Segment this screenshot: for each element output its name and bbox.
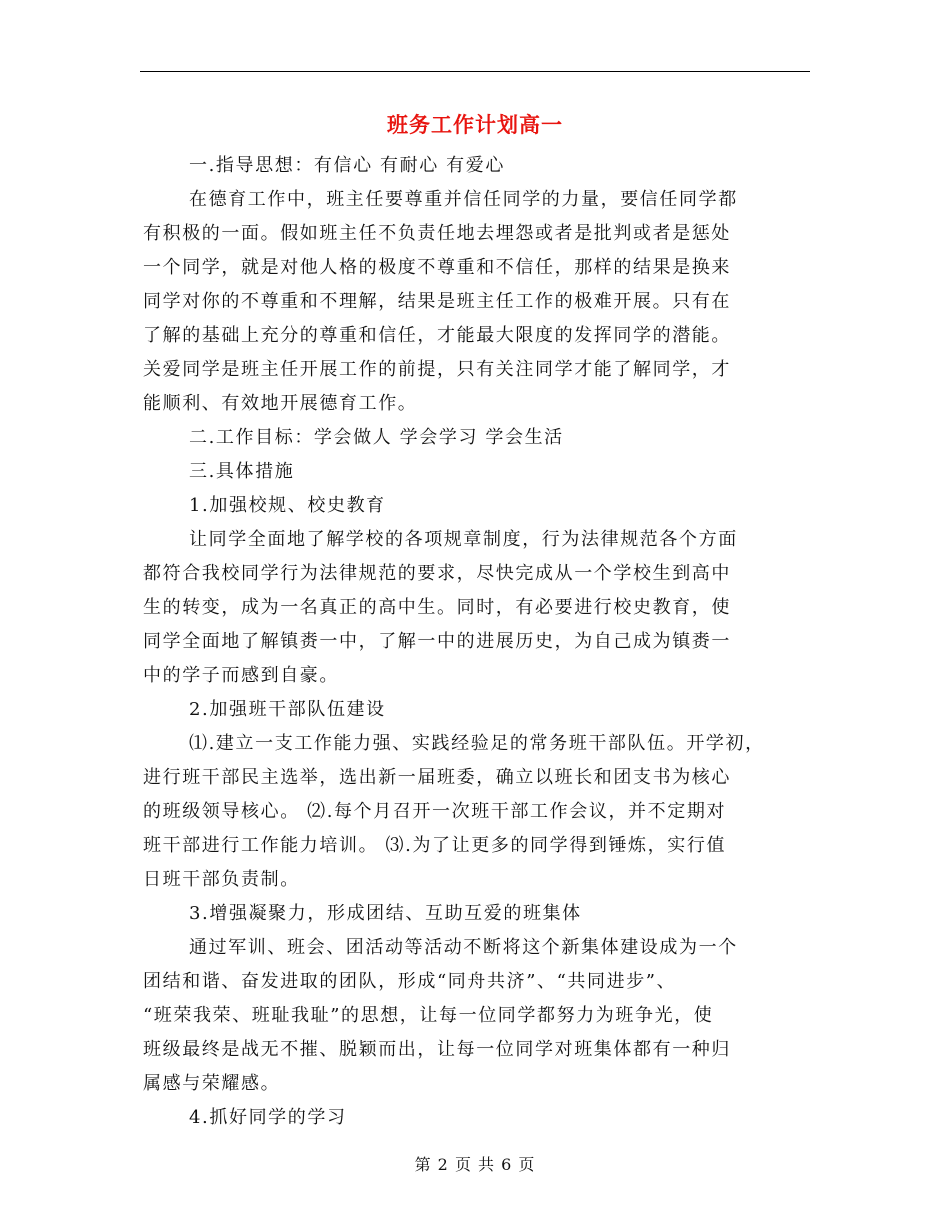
document-title: 班务工作计划高一 <box>387 112 563 137</box>
text-line: 同学对你的不尊重和不理解，结果是班主任工作的极难开展。只有在 <box>143 291 731 312</box>
text-line: 生的转变，成为一名真正的高中生。同时，有必要进行校史教育，使 <box>143 597 731 618</box>
text-line: 中的学子而感到自豪。 <box>143 665 339 686</box>
text-line: 二.工作目标：学会做人 学会学习 学会生活 <box>189 427 564 448</box>
text-line: 三.具体措施 <box>189 461 295 482</box>
text-line: 4.抓好同学的学习 <box>189 1107 347 1128</box>
text-line: 能顺利、有效地开展德育工作。 <box>143 393 418 414</box>
text-line: 属感与荣耀感。 <box>143 1073 281 1094</box>
text-line: 在德育工作中，班主任要尊重并信任同学的力量，要信任同学都 <box>189 189 738 210</box>
text-line: 2.加强班干部队伍建设 <box>189 699 386 720</box>
text-line: 班干部进行工作能力培训。 ⑶.为了让更多的同学得到锤炼，实行值 <box>143 835 727 856</box>
text-line: 的班级领导核心。 ⑵.每个月召开一次班干部工作会议，并不定期对 <box>143 801 727 822</box>
document-body <box>143 149 823 1135</box>
text-line: 3.增强凝聚力，形成团结、互助互爱的班集体 <box>189 903 582 924</box>
text-line: 1.加强校规、校史教育 <box>189 495 386 516</box>
text-line: 同学全面地了解镇赉一中，了解一中的进展历史，为自己成为镇赉一 <box>143 631 731 652</box>
page-footer: 第 2 页 共 6 页 <box>414 1155 536 1174</box>
header-rule <box>140 71 810 72</box>
text-line: 有积极的一面。假如班主任不负责任地去埋怨或者是批判或者是惩处 <box>143 223 731 244</box>
text-line: 一.指导思想：有信心 有耐心 有爱心 <box>189 155 505 176</box>
text-line: 通过军训、班会、团活动等活动不断将这个新集体建设成为一个 <box>189 937 738 958</box>
text-line: ⑴.建立一支工作能力强、实践经验足的常务班干部队伍。开学初， <box>189 733 765 754</box>
text-line: 一个同学，就是对他人格的极度不尊重和不信任，那样的结果是换来 <box>143 257 731 278</box>
text-line: 日班干部负责制。 <box>143 869 300 890</box>
text-line: 关爱同学是班主任开展工作的前提，只有关注同学才能了解同学，才 <box>143 359 731 380</box>
text-line: 了解的基础上充分的尊重和信任，才能最大限度的发挥同学的潜能。 <box>143 325 731 346</box>
text-line: 都符合我校同学行为法律规范的要求，尽快完成从一个学校生到高中 <box>143 563 731 584</box>
text-line: 班级最终是战无不摧、脱颖而出，让每一位同学对班集体都有一种归 <box>143 1039 731 1060</box>
text-line: “班荣我荣、班耻我耻”的思想，让每一位同学都努力为班争光，使 <box>143 1005 714 1026</box>
text-line: 进行班干部民主选举，选出新一届班委，确立以班长和团支书为核心 <box>143 767 731 788</box>
text-line: 团结和谐、奋发进取的团队，形成“同舟共济”、“共同进步”、 <box>143 971 677 992</box>
text-line: 让同学全面地了解学校的各项规章制度，行为法律规范各个方面 <box>189 529 738 550</box>
